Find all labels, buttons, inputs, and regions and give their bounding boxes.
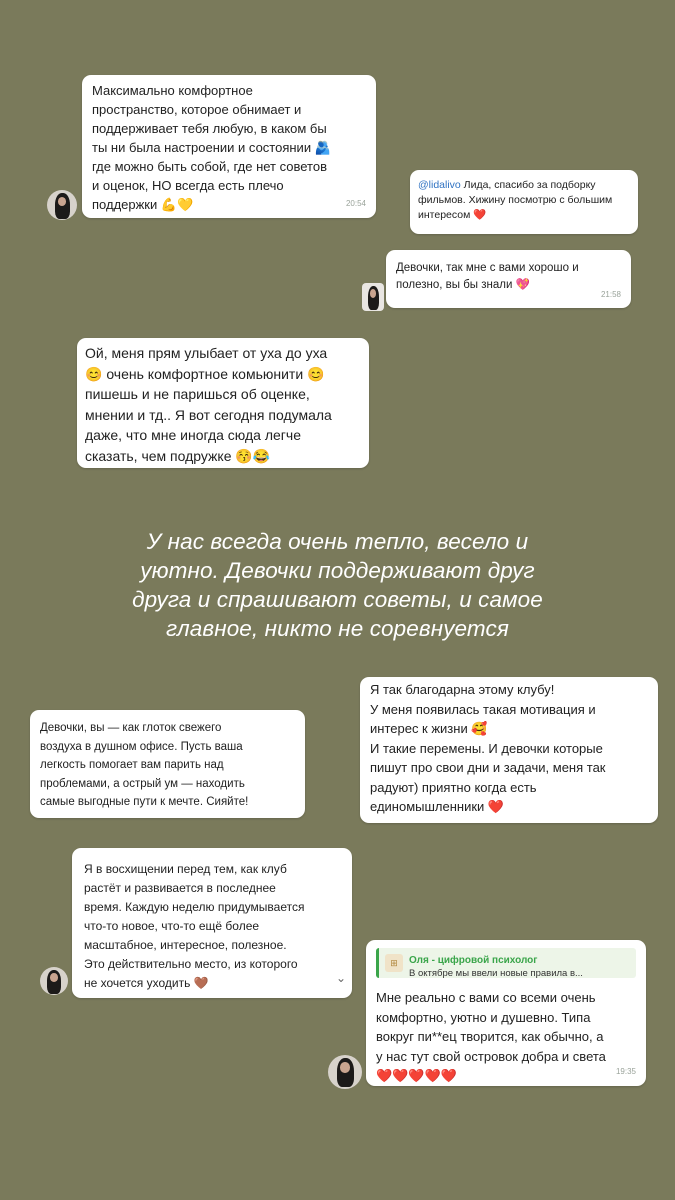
message-text: Максимально комфортное пространство, которое обнимает и поддерживает тебя любую, в каком бы ты ни была настроении и состоянии 🫂 где можно быть собой, где нет советов и оценок, НО всегда есть плечо поддержки 💪💛 <box>92 83 331 212</box>
message-bubble[interactable] <box>72 848 352 998</box>
message-text: Девочки, вы — как глоток свежего воздуха в душном офисе. Пусть ваша легкость помогает вам парить над проблемами, а острый ум — находить самые выгодные пути к мечте. Сияйте! <box>40 722 249 808</box>
heart-emoji: ❤️ <box>473 209 487 221</box>
message-bubble[interactable] <box>82 75 376 218</box>
avatar-face <box>340 1062 350 1072</box>
reply-text: В октябре мы ввели новые правила в... <box>409 968 583 979</box>
message-bubble[interactable] <box>30 710 305 818</box>
message-bubble[interactable] <box>360 677 658 823</box>
message-text: @lidalivo Лида, спасибо за подборку фильмов. Хижину посмотрю с большим интересом ❤️ <box>418 179 613 221</box>
reply-author: Оля - цифровой психолог <box>409 955 538 966</box>
sender-avatar[interactable] <box>328 1055 362 1089</box>
avatar-face <box>370 289 376 297</box>
message-bubble[interactable] <box>386 250 631 308</box>
message-time: 21:58 <box>600 290 621 299</box>
mention-link[interactable]: @lidalivo <box>418 179 461 191</box>
message-text: Ой, меня прям улыбает от уха до уха 😊 очень комфортное комьюнити 😊 пишешь и не паришься об оценке, мнении и тд.. Я вот сегодня подумала даже, что мне иногда сюда легче сказать, чем подружке 😚😂 <box>85 345 332 464</box>
message-bubble[interactable] <box>77 338 369 468</box>
sender-avatar[interactable] <box>47 190 77 220</box>
message-time: 20:54 <box>345 199 366 208</box>
message-bubble[interactable] <box>410 170 638 234</box>
message-text: Мне реально с вами со всеми очень комфортно, уютно и душевно. Типа вокруг пи**ец творится, как обычно, а у нас тут свой островок добра и света ❤️❤️❤️❤️❤️ <box>376 990 606 1083</box>
avatar-face <box>50 973 58 981</box>
message-text: Я так благодарна этому клубу! У меня появилась такая мотивация и интерес к жизни 🥰 И такие перемены. И девочки которые пишут про свои дни и задачи, меня так радуют) приятно когда есть единомышленники ❤️ <box>370 682 606 814</box>
message-text: Девочки, так мне с вами хорошо и полезно, вы бы знали 💖 <box>396 262 579 291</box>
message-time: 19:35 <box>615 1066 636 1076</box>
sender-avatar[interactable] <box>40 967 68 995</box>
avatar-face <box>58 197 66 206</box>
folder-icon: ⊞ <box>385 954 403 972</box>
story-caption: У нас всегда очень тепло, весело и уютно. Девочки поддерживают друг друга и спрашивают советы, и самое главное, никто не соревнуется <box>132 529 543 641</box>
message-text: Я в восхищении перед тем, как клуб растёт и развивается в последнее время. Каждую неделю придумывается что-то новое, что-то ещё более масштабное, интересное, полезное. Это действительно место, из которого не хочется уходить 🤎 <box>84 862 305 990</box>
chevron-down-icon[interactable]: ⌄ <box>335 971 346 985</box>
reply-quote[interactable] <box>376 948 636 978</box>
message-bubble[interactable] <box>366 940 646 1086</box>
sender-avatar[interactable] <box>362 283 384 311</box>
